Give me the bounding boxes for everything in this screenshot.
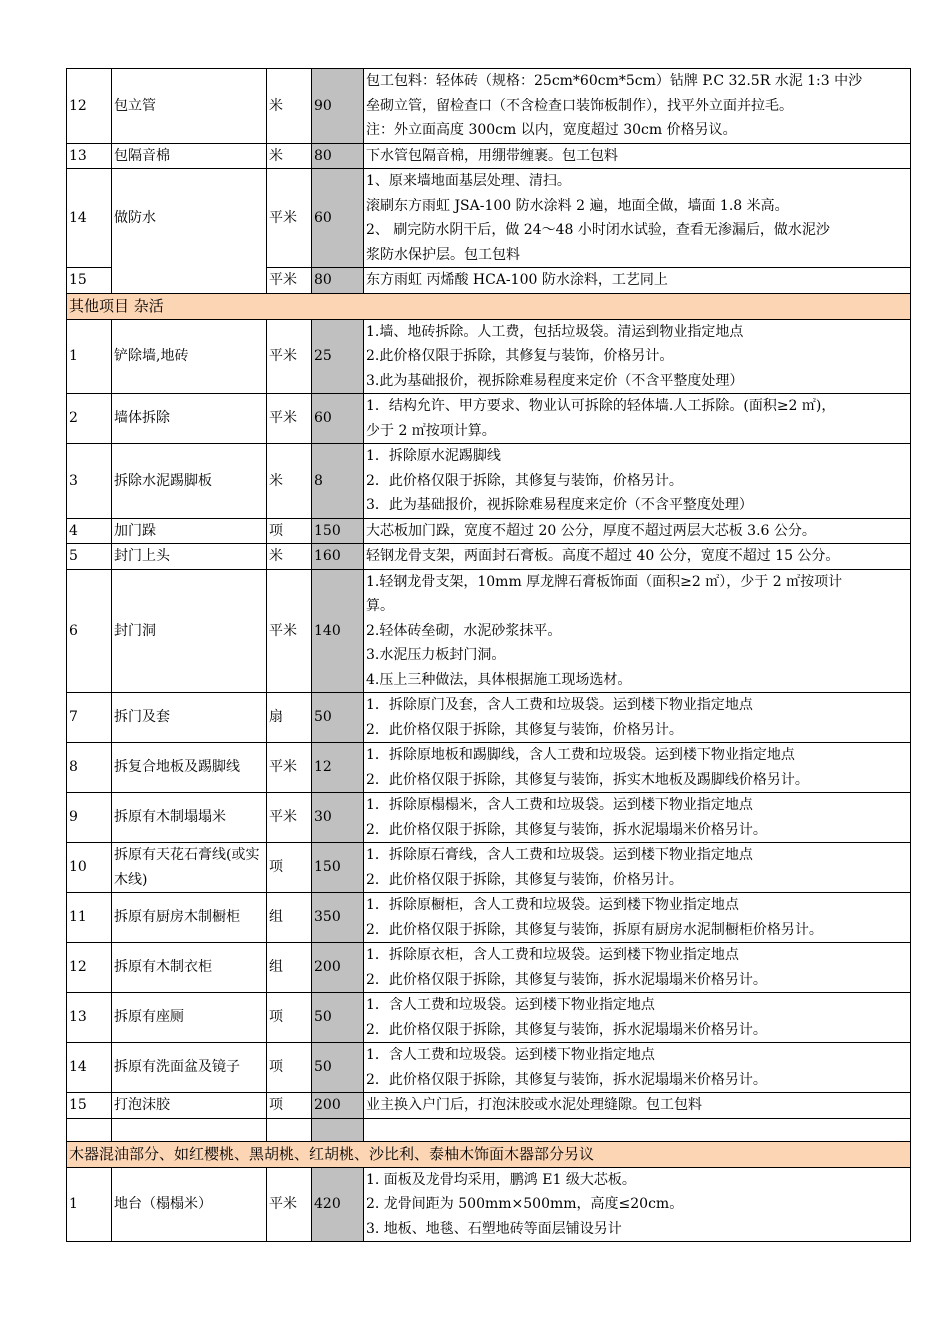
item-name: 拆原有木制塌塌米 (112, 793, 267, 843)
description-line: 浆防水保护层。包工包料 (366, 246, 520, 263)
item-unit: 平米 (267, 743, 312, 793)
item-number: 15 (67, 268, 112, 294)
item-unit: 平米 (267, 394, 312, 444)
description-line: 垒砌立管，留检查口（不含检查口装饰板制作），找平外立面并拉毛。 (366, 97, 793, 114)
item-name: 包隔音棉 (112, 143, 267, 169)
item-number: 12 (67, 69, 112, 144)
item-name: 打泡沫胶 (112, 1093, 267, 1119)
item-price: 140 (312, 569, 364, 693)
item-description (364, 319, 911, 394)
item-description (364, 893, 911, 943)
item-description (364, 693, 911, 743)
description-line: 东方雨虹 丙烯酸 HCA-100 防水涂料，工艺同上 (366, 272, 668, 288)
item-description (364, 518, 911, 544)
item-unit: 米 (267, 544, 312, 570)
table-row (67, 943, 911, 993)
item-price: 8 (312, 444, 364, 519)
item-name: 包立管 (112, 69, 267, 144)
item-price: 160 (312, 544, 364, 570)
table-row (67, 394, 911, 444)
item-description (364, 544, 911, 570)
item-number: 10 (67, 843, 112, 893)
table-row (67, 444, 911, 519)
item-price: 60 (312, 394, 364, 444)
description-line: 算。 (366, 598, 394, 614)
description-line: 1．结构允许、甲方要求、物业认可拆除的轻体墙.人工拆除。(面积≥2 ㎡)， (366, 398, 836, 414)
item-price: 90 (312, 69, 364, 144)
item-unit: 平米 (267, 169, 312, 268)
item-description (364, 394, 911, 444)
item-unit: 项 (267, 993, 312, 1043)
description-line: 3.水泥压力板封门洞。 (366, 647, 506, 663)
item-description (364, 743, 911, 793)
item-price: 150 (312, 843, 364, 893)
item-price: 80 (312, 143, 364, 169)
item-number: 3 (67, 444, 112, 519)
description-line: 2. 龙骨间距为 500mm×500mm，高度≤20cm。 (366, 1196, 684, 1212)
table-row (67, 843, 911, 893)
description-line: 1. 面板及龙骨均采用，鹏鸿 E1 级大芯板。 (366, 1171, 636, 1188)
item-price: 25 (312, 319, 364, 394)
item-unit: 平米 (267, 319, 312, 394)
table-row (67, 743, 911, 793)
description-line: 4.压上三种做法，具体根据施工现场选材。 (366, 671, 632, 688)
item-number: 2 (67, 394, 112, 444)
description-line: 2．此价格仅限于拆除，其修复与装饰，价格另计。 (366, 871, 683, 888)
item-unit: 米 (267, 143, 312, 169)
item-unit: 组 (267, 893, 312, 943)
item-description (364, 1167, 911, 1242)
description-line: 1．拆除原石膏线，含人工费和垃圾袋。运到楼下物业指定地点 (366, 847, 753, 863)
table-row (67, 793, 911, 843)
item-name: 墙体拆除 (112, 394, 267, 444)
item-price: 200 (312, 943, 364, 993)
table-row (67, 569, 911, 693)
item-name: 地台（榻榻米） (112, 1167, 267, 1242)
item-number: 6 (67, 569, 112, 693)
description-line: 1．拆除原衣柜，含人工费和垃圾袋。运到楼下物业指定地点 (366, 947, 739, 963)
description-line: 2．此价格仅限于拆除，其修复与装饰，拆水泥塌塌米价格另计。 (366, 971, 767, 988)
description-line: 滚刷东方雨虹 JSA-100 防水涂料 2 遍，地面全做，墙面 1.8 米高。 (366, 197, 789, 214)
item-name: 做防水 (112, 169, 267, 268)
item-unit: 项 (267, 1043, 312, 1093)
description-line: 注：外立面高度 300cm 以内，宽度超过 30cm 价格另议。 (366, 122, 737, 138)
item-description (364, 569, 911, 693)
table-row (67, 319, 911, 394)
section-row (67, 1141, 911, 1167)
description-line: 3.此为基础报价，视拆除难易程度来定价（不含平整度处理） (366, 372, 744, 389)
empty-cell (312, 1118, 364, 1141)
table-row (67, 143, 911, 169)
description-line: 大芯板加门跺，宽度不超过 20 公分，厚度不超过两层大芯板 3.6 公分。 (366, 522, 816, 539)
item-price: 30 (312, 793, 364, 843)
description-line: 2．此价格仅限于拆除，其修复与装饰，拆原有厨房水泥制橱柜价格另计。 (366, 921, 823, 938)
table-row (67, 993, 911, 1043)
item-unit: 项 (267, 1093, 312, 1119)
item-description (364, 69, 911, 144)
item-price: 60 (312, 169, 364, 268)
description-line: 1．拆除原地板和踢脚线，含人工费和垃圾袋。运到楼下物业指定地点 (366, 747, 795, 763)
item-number: 14 (67, 1043, 112, 1093)
description-line: 2．此价格仅限于拆除，其修复与装饰，拆水泥塌塌米价格另计。 (366, 1021, 767, 1038)
item-name: 拆原有洗面盆及镜子 (112, 1043, 267, 1093)
item-name: 拆原有天花石膏线(或实木线) (112, 843, 267, 893)
item-price: 420 (312, 1167, 364, 1242)
table-row (67, 518, 911, 544)
item-unit: 米 (267, 69, 312, 144)
item-number: 8 (67, 743, 112, 793)
empty-cell (112, 1118, 267, 1141)
item-unit: 米 (267, 444, 312, 519)
item-price: 12 (312, 743, 364, 793)
table-row (67, 1093, 911, 1119)
item-description (364, 943, 911, 993)
item-unit: 组 (267, 943, 312, 993)
table-row (67, 693, 911, 743)
item-number: 14 (67, 169, 112, 268)
table-row (67, 169, 911, 268)
description-line: 1．拆除原橱柜，含人工费和垃圾袋。运到楼下物业指定地点 (366, 897, 739, 913)
item-name: 拆复合地板及踢脚线 (112, 743, 267, 793)
section-header-wood: 木器混油部分、如红樱桃、黑胡桃、红胡桃、沙比利、泰柚木饰面木器部分另议 (67, 1141, 911, 1167)
item-description (364, 143, 911, 169)
item-unit: 平米 (267, 793, 312, 843)
item-unit: 平米 (267, 1167, 312, 1242)
item-description (364, 1093, 911, 1119)
item-name: 封门洞 (112, 569, 267, 693)
description-line: 1.墙、地砖拆除。人工费，包括垃圾袋。清运到物业指定地点 (366, 323, 744, 340)
description-line: 业主换入户门后，打泡沫胶或水泥处理缝隙。包工包料 (366, 1097, 702, 1113)
table-row (67, 1043, 911, 1093)
section-header-misc: 其他项目 杂活 (67, 293, 911, 319)
description-line: 1．拆除原水泥踢脚线 (366, 448, 501, 464)
blank-row (67, 1118, 911, 1141)
item-name: 拆除水泥踢脚板 (112, 444, 267, 519)
description-line: 2．此价格仅限于拆除，其修复与装饰，价格另计。 (366, 472, 683, 489)
description-line: 2.此价格仅限于拆除，其修复与装饰，价格另计。 (366, 348, 674, 364)
description-line: 2．此价格仅限于拆除，其修复与装饰，拆水泥塌塌米价格另计。 (366, 1071, 767, 1088)
price-table (66, 68, 911, 1242)
description-line: 包工包料：轻体砖（规格：25cm*60cm*5cm）钻牌 P.C 32.5R 水泥 1:3 中沙 (366, 73, 863, 89)
item-description (364, 169, 911, 268)
description-line: 1．含人工费和垃圾袋。运到楼下物业指定地点 (366, 997, 655, 1013)
item-price: 350 (312, 893, 364, 943)
description-line: 轻钢龙骨支架，两面封石膏板。高度不超过 40 公分，宽度不超过 15 公分。 (366, 548, 840, 564)
item-price: 50 (312, 1043, 364, 1093)
item-name: 拆原有座厕 (112, 993, 267, 1043)
table-row (67, 69, 911, 144)
description-line: 1、原来墙地面基层处理、清扫。 (366, 173, 571, 189)
item-description (364, 444, 911, 519)
item-number: 15 (67, 1093, 112, 1119)
description-line: 下水管包隔音棉，用绷带缠裹。包工包料 (366, 147, 618, 164)
item-description (364, 843, 911, 893)
item-number: 7 (67, 693, 112, 743)
item-number: 13 (67, 143, 112, 169)
description-line: 少于 2 ㎡按项计算。 (366, 422, 496, 439)
item-name: 拆门及套 (112, 693, 267, 743)
item-name (112, 268, 267, 294)
item-name: 封门上头 (112, 544, 267, 570)
empty-cell (67, 1118, 112, 1141)
item-price: 50 (312, 993, 364, 1043)
item-number: 13 (67, 993, 112, 1043)
item-name: 铲除墙,地砖 (112, 319, 267, 394)
description-line: 1．拆除原门及套，含人工费和垃圾袋。运到楼下物业指定地点 (366, 697, 753, 713)
description-line: 2.轻体砖垒砌，水泥砂浆抹平。 (366, 622, 562, 639)
description-line: 1．拆除原榻榻米，含人工费和垃圾袋。运到楼下物业指定地点 (366, 797, 753, 813)
item-price: 200 (312, 1093, 364, 1119)
item-number: 1 (67, 1167, 112, 1242)
description-line: 2、 刷完防水阴干后，做 24～48 小时闭水试验，查看无渗漏后，做水泥沙 (366, 222, 830, 238)
description-line: 2．此价格仅限于拆除，其修复与装饰，拆实木地板及踢脚线价格另计。 (366, 771, 809, 788)
item-name: 加门跺 (112, 518, 267, 544)
description-line: 1.轻钢龙骨支架，10mm 厚龙牌石膏板饰面（面积≥2 ㎡），少于 2 ㎡按项计 (366, 573, 843, 590)
item-number: 12 (67, 943, 112, 993)
table-row (67, 893, 911, 943)
empty-cell (364, 1118, 911, 1141)
description-line: 3．此为基础报价，视拆除难易程度来定价（不含平整度处理） (366, 497, 753, 513)
item-unit: 扇 (267, 693, 312, 743)
price-sheet (66, 68, 910, 1242)
item-number: 4 (67, 518, 112, 544)
item-description (364, 993, 911, 1043)
item-price: 150 (312, 518, 364, 544)
item-number: 5 (67, 544, 112, 570)
description-line: 2．此价格仅限于拆除，其修复与装饰，拆水泥塌塌米价格另计。 (366, 821, 767, 838)
item-number: 11 (67, 893, 112, 943)
item-description (364, 1043, 911, 1093)
description-line: 3. 地板、地毯、石塑地砖等面层铺设另计 (366, 1220, 622, 1237)
description-line: 2．此价格仅限于拆除，其修复与装饰，价格另计。 (366, 721, 683, 738)
item-price: 80 (312, 268, 364, 294)
section-row (67, 293, 911, 319)
item-number: 1 (67, 319, 112, 394)
item-number: 9 (67, 793, 112, 843)
item-unit: 平米 (267, 268, 312, 294)
item-description (364, 793, 911, 843)
description-line: 1．含人工费和垃圾袋。运到楼下物业指定地点 (366, 1047, 655, 1063)
item-description (364, 268, 911, 294)
table-row (67, 1167, 911, 1242)
item-unit: 项 (267, 843, 312, 893)
item-name: 拆原有厨房木制橱柜 (112, 893, 267, 943)
table-row (67, 268, 911, 294)
item-price: 50 (312, 693, 364, 743)
item-name: 拆原有木制衣柜 (112, 943, 267, 993)
item-unit: 项 (267, 518, 312, 544)
table-row (67, 544, 911, 570)
empty-cell (267, 1118, 312, 1141)
item-unit: 平米 (267, 569, 312, 693)
